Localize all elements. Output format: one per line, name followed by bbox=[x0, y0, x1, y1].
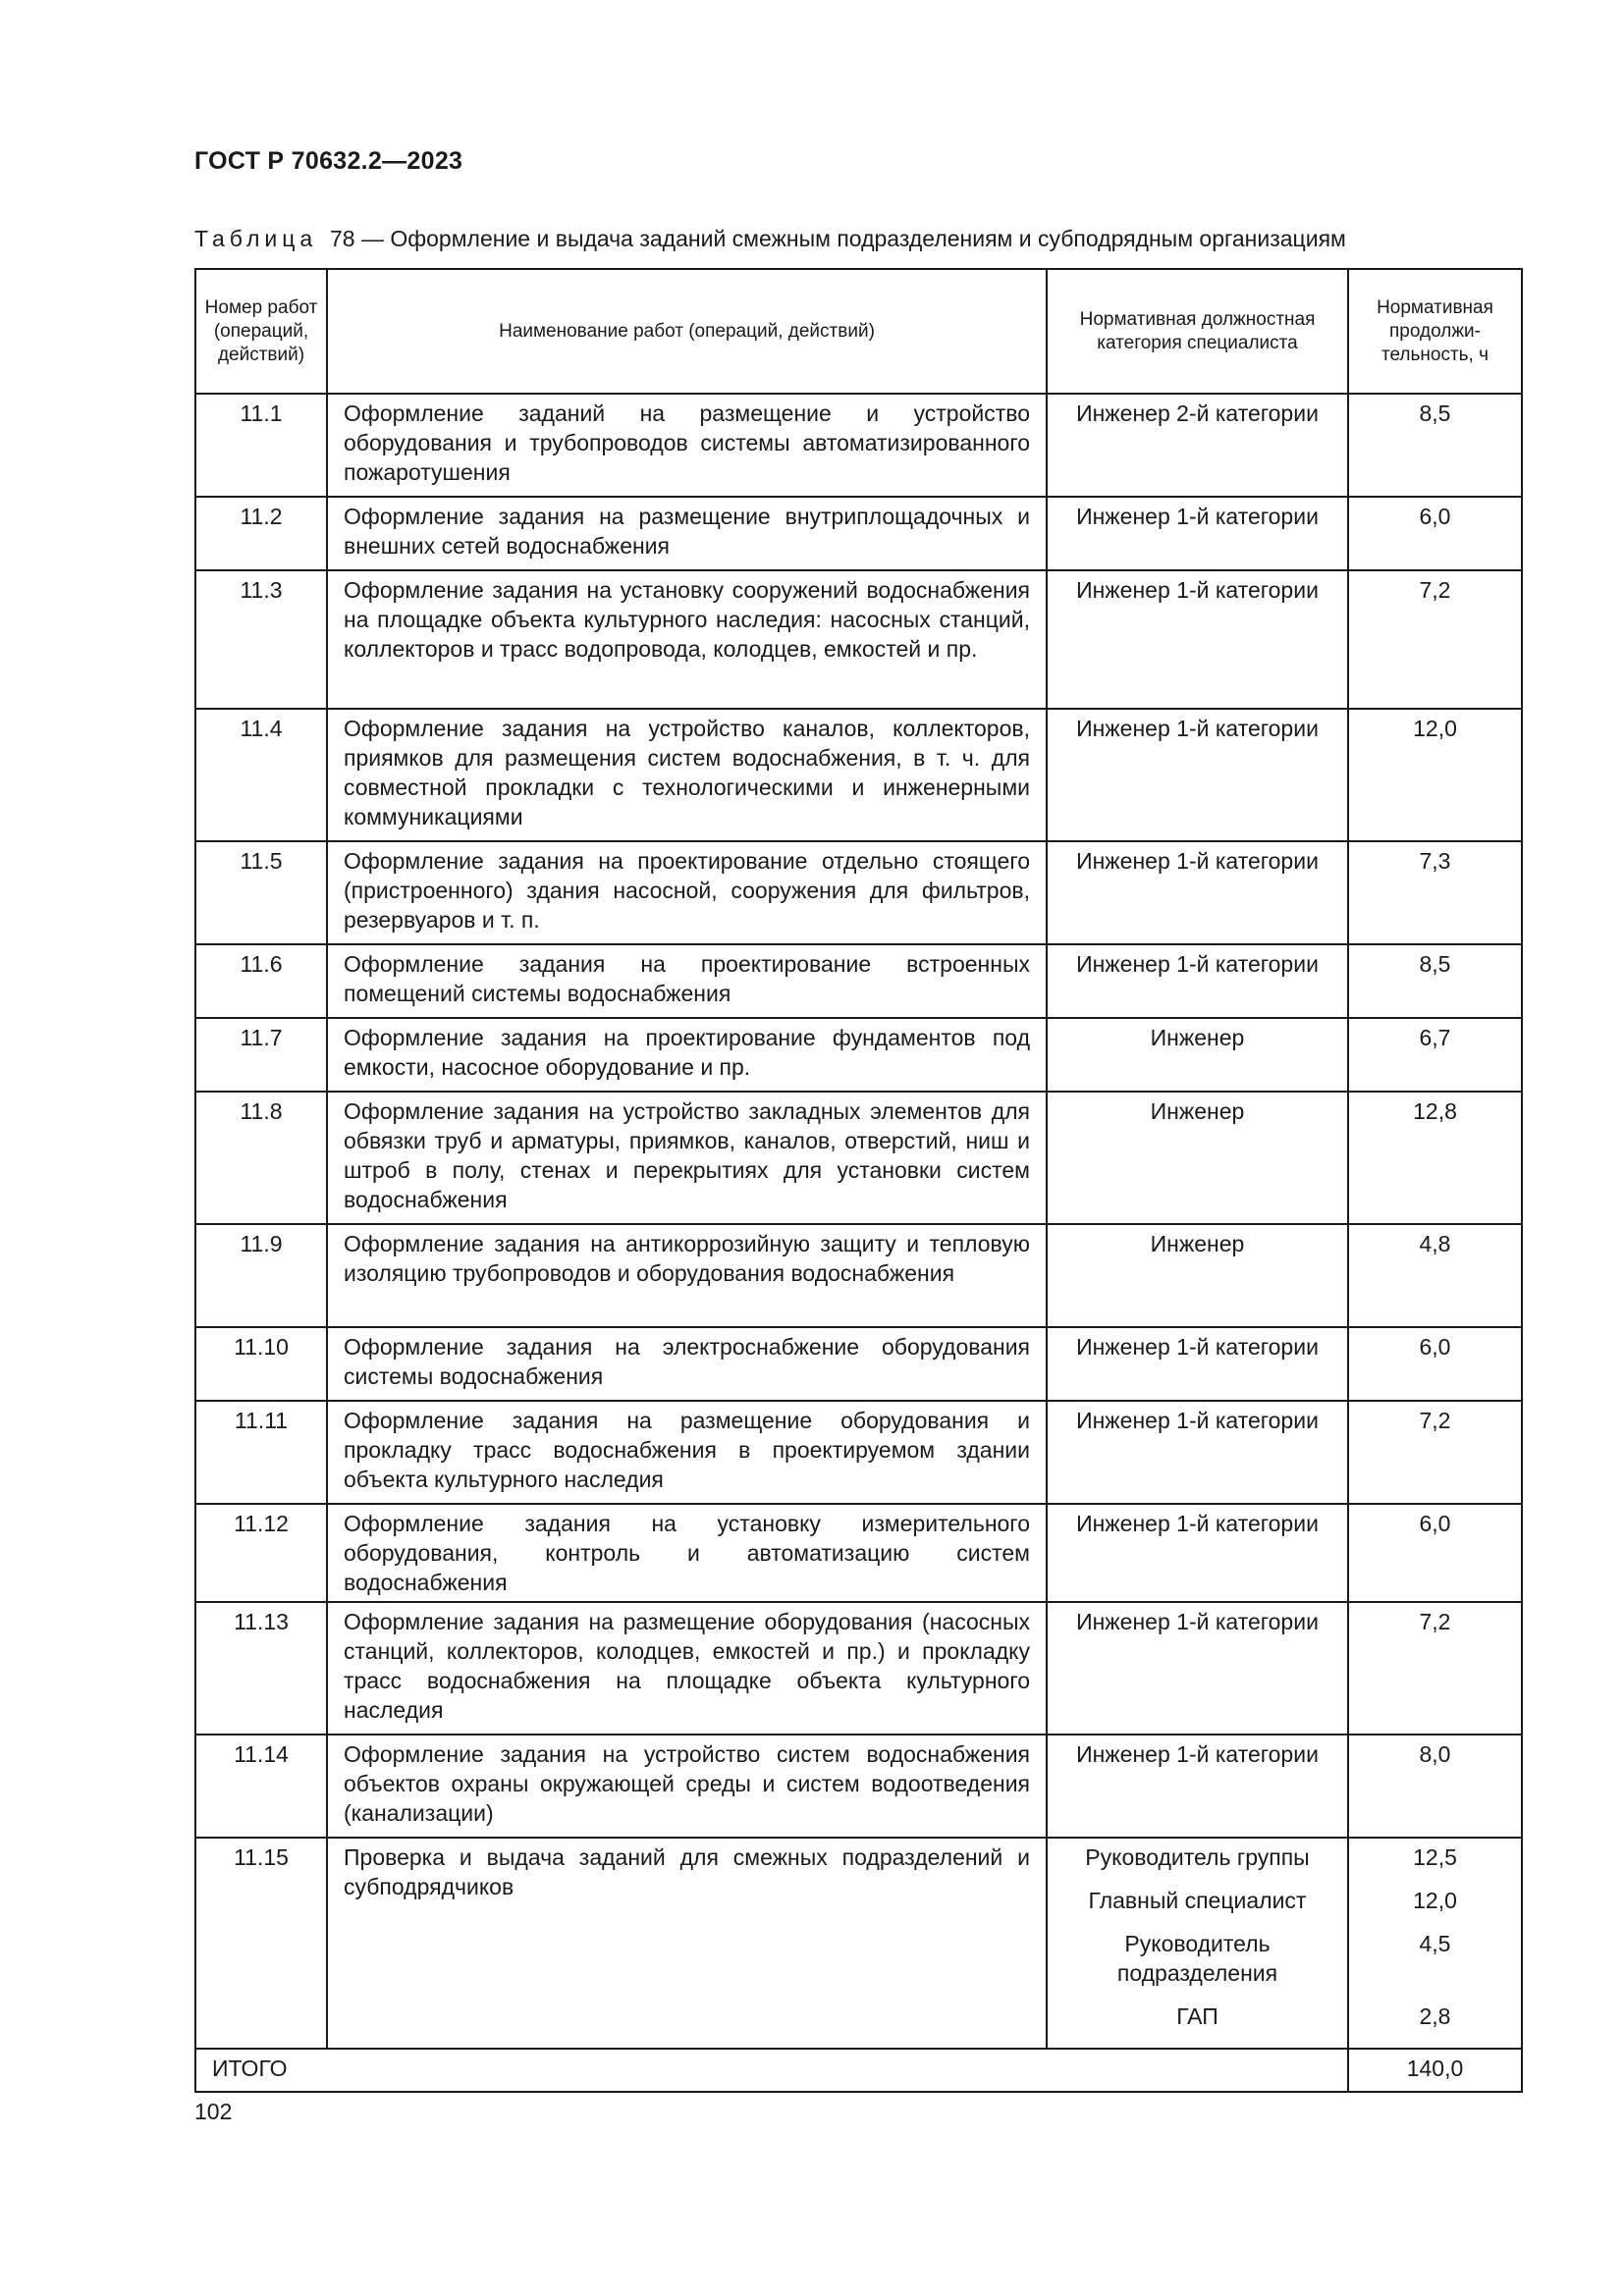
table-row bbox=[195, 1092, 1522, 1224]
table-row bbox=[195, 1401, 1522, 1504]
column-header-name: Наименование работ (операций, действий) bbox=[327, 269, 1047, 394]
row-number: 11.1 bbox=[195, 394, 327, 497]
row-category: Инженер 1-й категории bbox=[1047, 709, 1348, 841]
row-category: Инженер 1-й категории bbox=[1047, 1735, 1348, 1838]
row-number: 11.12 bbox=[195, 1504, 327, 1602]
table-row bbox=[195, 570, 1522, 709]
duration-item: 4,5 bbox=[1419, 1931, 1451, 1956]
row-duration: 7,2 bbox=[1348, 1401, 1522, 1504]
category-item: Руководитель группы bbox=[1085, 1844, 1310, 1870]
row-category-list bbox=[1047, 1838, 1348, 2049]
row-work-name: Оформление задания на проектирование отдельно стоящего (пристроенного) здания насосной, сооружения для фильтров, резервуаров и т. п. bbox=[327, 841, 1047, 944]
row-work-name: Оформление задания на установку измерительного оборудования, контроль и автоматизацию систем водоснабжения bbox=[327, 1504, 1047, 1602]
row-category: Инженер bbox=[1047, 1018, 1348, 1092]
table-row bbox=[195, 841, 1522, 944]
row-category: Инженер bbox=[1047, 1092, 1348, 1224]
row-duration: 12,0 bbox=[1348, 709, 1522, 841]
caption-text: 78 — Оформление и выдача заданий смежным подразделениям и субподрядным организациям bbox=[329, 226, 1346, 251]
row-category: Инженер 1-й категории bbox=[1047, 1327, 1348, 1401]
duration-item: 2,8 bbox=[1419, 2003, 1451, 2029]
row-work-name: Оформление задания на устройство закладных элементов для обвязки труб и арматуры, приямков, каналов, отверстий, ниш и штроб в полу, стенах и перекрытиях для установки систем водоснабжения bbox=[327, 1092, 1047, 1224]
duration-item: 12,5 bbox=[1413, 1844, 1457, 1870]
table-row bbox=[195, 944, 1522, 1018]
total-row bbox=[195, 2049, 1522, 2092]
works-table bbox=[194, 268, 1523, 2093]
row-number: 11.13 bbox=[195, 1602, 327, 1735]
row-category: Инженер 1-й категории bbox=[1047, 944, 1348, 1018]
row-duration: 6,0 bbox=[1348, 1327, 1522, 1401]
row-work-name: Оформление задания на размещение оборудования и прокладку трасс водоснабжения в проектируемом здании объекта культурного наследия bbox=[327, 1401, 1047, 1504]
row-work-name: Оформление задания на устройство систем водоснабжения объектов охраны окружающей среды и систем водоотведения (канализации) bbox=[327, 1735, 1047, 1838]
row-number: 11.2 bbox=[195, 497, 327, 570]
row-duration: 7,2 bbox=[1348, 570, 1522, 709]
row-number: 11.6 bbox=[195, 944, 327, 1018]
column-header-duration: Нормативная продолжи-тельность, ч bbox=[1348, 269, 1522, 394]
row-duration: 7,3 bbox=[1348, 841, 1522, 944]
row-category: Инженер 1-й категории bbox=[1047, 1602, 1348, 1735]
row-work-name: Оформление задания на размещение оборудования (насосных станций, коллекторов, колодцев, емкостей и пр.) и прокладку трасс водоснабжения на площадке объекта культурного наследия bbox=[327, 1602, 1047, 1735]
row-category: Инженер 2-й категории bbox=[1047, 394, 1348, 497]
row-duration-list bbox=[1348, 1838, 1522, 2049]
table-row bbox=[195, 1224, 1522, 1327]
row-category: Инженер 1-й категории bbox=[1047, 1401, 1348, 1504]
category-item: ГАП bbox=[1176, 2003, 1218, 2029]
table-row bbox=[195, 1327, 1522, 1401]
row-work-name: Оформление задания на электроснабжение оборудования системы водоснабжения bbox=[327, 1327, 1047, 1401]
row-work-name: Оформление задания на антикоррозийную защиту и тепловую изоляцию трубопроводов и оборудования водоснабжения bbox=[327, 1224, 1047, 1327]
table-header-row bbox=[195, 269, 1522, 394]
row-duration: 6,0 bbox=[1348, 1504, 1522, 1602]
row-number: 11.5 bbox=[195, 841, 327, 944]
row-duration: 6,0 bbox=[1348, 497, 1522, 570]
row-duration: 6,7 bbox=[1348, 1018, 1522, 1092]
row-number: 11.7 bbox=[195, 1018, 327, 1092]
row-number: 11.8 bbox=[195, 1092, 327, 1224]
table-row bbox=[195, 1504, 1522, 1602]
table-row bbox=[195, 1602, 1522, 1735]
column-header-number: Номер работ (операций, действий) bbox=[195, 269, 327, 394]
row-category: Инженер 1-й категории bbox=[1047, 841, 1348, 944]
row-duration: 4,8 bbox=[1348, 1224, 1522, 1327]
table-row bbox=[195, 1735, 1522, 1838]
row-duration: 7,2 bbox=[1348, 1602, 1522, 1735]
row-duration: 8,0 bbox=[1348, 1735, 1522, 1838]
row-duration: 8,5 bbox=[1348, 394, 1522, 497]
row-number: 11.10 bbox=[195, 1327, 327, 1401]
row-number: 11.9 bbox=[195, 1224, 327, 1327]
row-number: 11.11 bbox=[195, 1401, 327, 1504]
column-header-category: Нормативная должностная категория специалиста bbox=[1047, 269, 1348, 394]
row-work-name: Оформление заданий на размещение и устройство оборудования и трубопроводов системы автоматизированного пожаротушения bbox=[327, 394, 1047, 497]
row-category: Инженер bbox=[1047, 1224, 1348, 1327]
row-work-name: Оформление задания на установку сооружений водоснабжения на площадке объекта культурного наследия: насосных станций, коллекторов и трасс водопровода, колодцев, емкостей и пр. bbox=[327, 570, 1047, 709]
row-number: 11.15 bbox=[195, 1838, 327, 2049]
row-category: Инженер 1-й категории bbox=[1047, 570, 1348, 709]
caption-prefix: Таблица bbox=[194, 226, 318, 251]
row-work-name: Проверка и выдача заданий для смежных подразделений и субподрядчиков bbox=[327, 1838, 1047, 2049]
row-number: 11.14 bbox=[195, 1735, 327, 1838]
category-item: Главный специалист bbox=[1088, 1888, 1307, 1913]
duration-item: 12,0 bbox=[1413, 1888, 1457, 1913]
row-work-name: Оформление задания на размещение внутриплощадочных и внешних сетей водоснабжения bbox=[327, 497, 1047, 570]
table-row bbox=[195, 1018, 1522, 1092]
table-row bbox=[195, 394, 1522, 497]
row-duration: 12,8 bbox=[1348, 1092, 1522, 1224]
row-work-name: Оформление задания на проектирование встроенных помещений системы водоснабжения bbox=[327, 944, 1047, 1018]
page-number: 102 bbox=[194, 2099, 233, 2124]
total-value: 140,0 bbox=[1348, 2049, 1522, 2092]
row-category: Инженер 1-й категории bbox=[1047, 497, 1348, 570]
row-number: 11.3 bbox=[195, 570, 327, 709]
document-header: ГОСТ Р 70632.2—2023 bbox=[194, 147, 463, 175]
row-work-name: Оформление задания на устройство каналов, коллекторов, приямков для размещения систем водоснабжения, в т. ч. для совместной прокладки с технологическими и инженерными коммуникациями bbox=[327, 709, 1047, 841]
row-number: 11.4 bbox=[195, 709, 327, 841]
row-duration: 8,5 bbox=[1348, 944, 1522, 1018]
table-row bbox=[195, 497, 1522, 570]
table-row-last bbox=[195, 1838, 1522, 2049]
total-label: ИТОГО bbox=[195, 2049, 1348, 2092]
category-item: Руководитель подразделения bbox=[1116, 1931, 1278, 1986]
row-work-name: Оформление задания на проектирование фундаментов под емкости, насосное оборудование и пр. bbox=[327, 1018, 1047, 1092]
table-caption bbox=[194, 226, 1346, 252]
table-row bbox=[195, 709, 1522, 841]
row-category: Инженер 1-й категории bbox=[1047, 1504, 1348, 1602]
